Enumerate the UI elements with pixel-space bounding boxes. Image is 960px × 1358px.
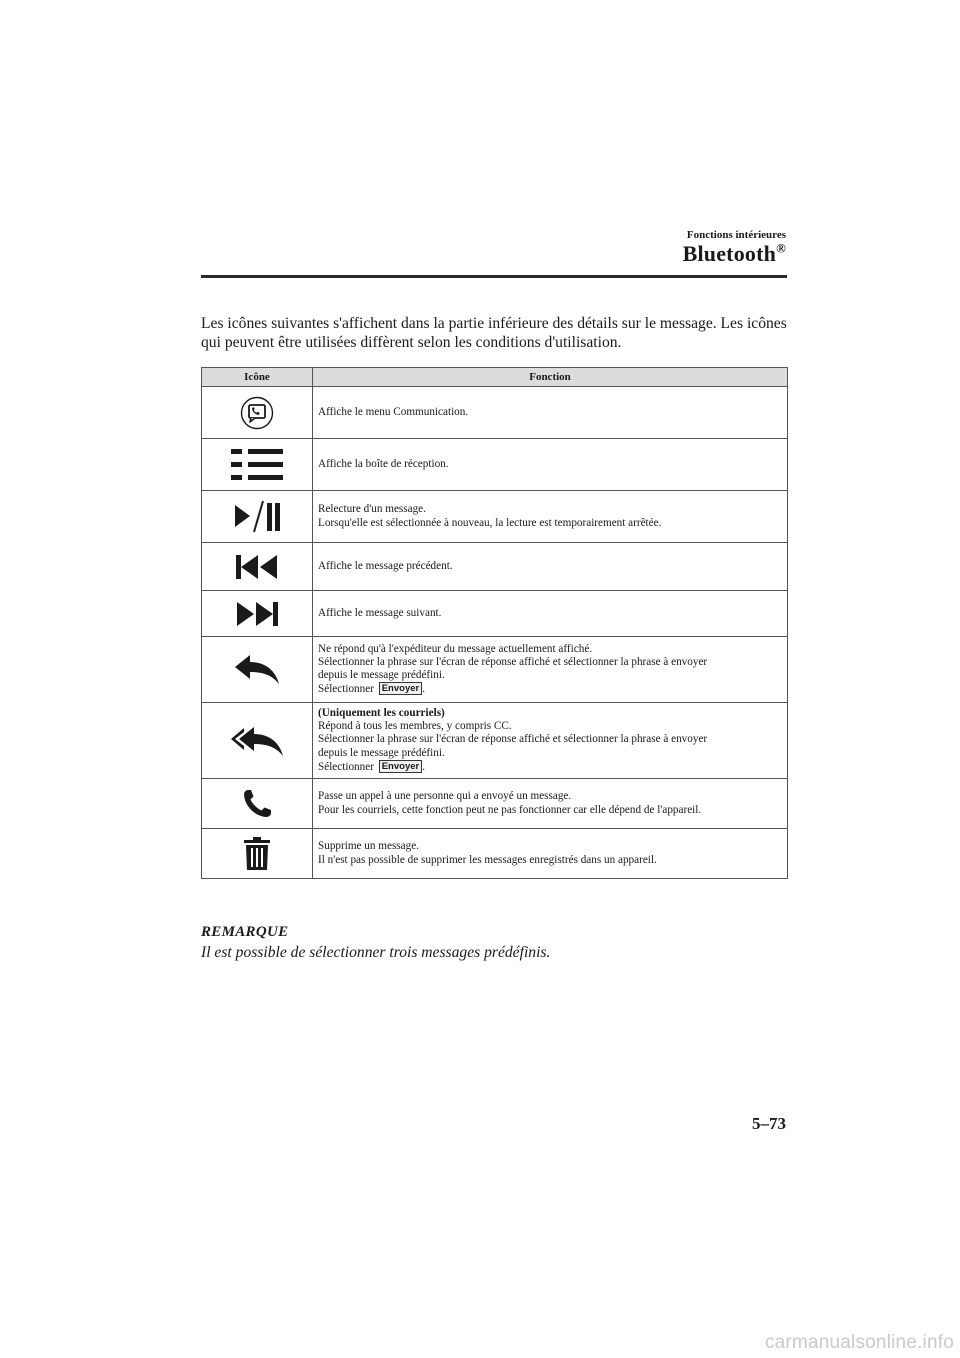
header-divider bbox=[201, 275, 787, 278]
registered-mark: ® bbox=[776, 240, 786, 256]
function-text: Sélectionner la phrase sur l'écran de réponse affiché et sélectionner la phrase à envoyer bbox=[318, 733, 708, 746]
select-instruction: Sélectionner Envoyer . bbox=[318, 760, 426, 773]
function-text: Affiche la boîte de réception. bbox=[318, 457, 449, 470]
note-title: REMARQUE bbox=[201, 924, 289, 940]
section-title: Fonctions intérieures bbox=[686, 229, 786, 241]
function-text: depuis le message prédéfini. bbox=[318, 746, 445, 759]
function-text: Répond à tous les membres, y compris CC. bbox=[318, 720, 512, 733]
column-header-function: Fonction bbox=[313, 368, 788, 387]
table-row bbox=[202, 439, 788, 491]
table-header-row bbox=[202, 368, 788, 387]
envoyer-button[interactable]: Envoyer bbox=[379, 682, 423, 695]
table-row bbox=[202, 491, 788, 543]
trash-icon bbox=[243, 837, 271, 871]
table-row bbox=[202, 829, 788, 879]
icon-function-table bbox=[201, 367, 788, 879]
function-text-bold: (Uniquement les courriels) bbox=[318, 706, 445, 719]
function-text: Passe un appel à une personne qui a envoyé un message. bbox=[318, 790, 572, 803]
column-header-icon: Icône bbox=[202, 368, 313, 387]
note-text: Il est possible de sélectionner trois messages prédéfinis. bbox=[201, 944, 551, 961]
function-text: Supprime un message. bbox=[318, 840, 419, 853]
table-row bbox=[202, 703, 788, 779]
reply-icon bbox=[233, 654, 281, 686]
reply-all-icon bbox=[229, 724, 285, 758]
function-text: depuis le message prédéfini. bbox=[318, 669, 445, 681]
table-row bbox=[202, 591, 788, 637]
communication-menu-icon bbox=[240, 396, 274, 430]
envoyer-button[interactable]: Envoyer bbox=[379, 760, 423, 773]
table-row bbox=[202, 779, 788, 829]
table-row bbox=[202, 387, 788, 439]
function-text: Relecture d'un message. bbox=[318, 503, 426, 516]
previous-track-icon bbox=[235, 553, 279, 581]
next-track-icon bbox=[235, 600, 279, 628]
table-row bbox=[202, 543, 788, 591]
chapter-title-text: Bluetooth bbox=[682, 241, 777, 266]
page-number: 5–73 bbox=[752, 1114, 786, 1133]
phone-call-icon bbox=[241, 788, 273, 820]
intro-paragraph: Les icônes suivantes s'affichent dans la partie inférieure des détails sur le message. Les icônes qui peuvent être utilisées diffèrent selon les conditions d'utilisation. bbox=[201, 315, 787, 351]
function-text: Ne répond qu'à l'expéditeur du message actuellement affiché. bbox=[318, 642, 593, 655]
table-row bbox=[202, 637, 788, 703]
chapter-title bbox=[683, 241, 786, 267]
function-text: Affiche le message suivant. bbox=[318, 606, 442, 619]
function-text: Il n'est pas possible de supprimer les messages enregistrés dans un appareil. bbox=[318, 853, 657, 866]
play-pause-icon bbox=[232, 499, 282, 535]
function-text: Pour les courriels, cette fonction peut ne pas fonctionner car elle dépend de l'appareil. bbox=[318, 803, 702, 816]
watermark: carmanualsonline.info bbox=[764, 1332, 954, 1353]
inbox-list-icon bbox=[229, 448, 285, 482]
function-text: Affiche le message précédent. bbox=[318, 559, 453, 572]
select-instruction: Sélectionner Envoyer . bbox=[318, 683, 426, 696]
function-text: Affiche le menu Communication. bbox=[318, 405, 469, 418]
function-text: Sélectionner la phrase sur l'écran de réponse affiché et sélectionner la phrase à envoyer bbox=[318, 655, 708, 668]
function-text: Lorsqu'elle est sélectionnée à nouveau, la lecture est temporairement arrêtée. bbox=[318, 516, 662, 529]
